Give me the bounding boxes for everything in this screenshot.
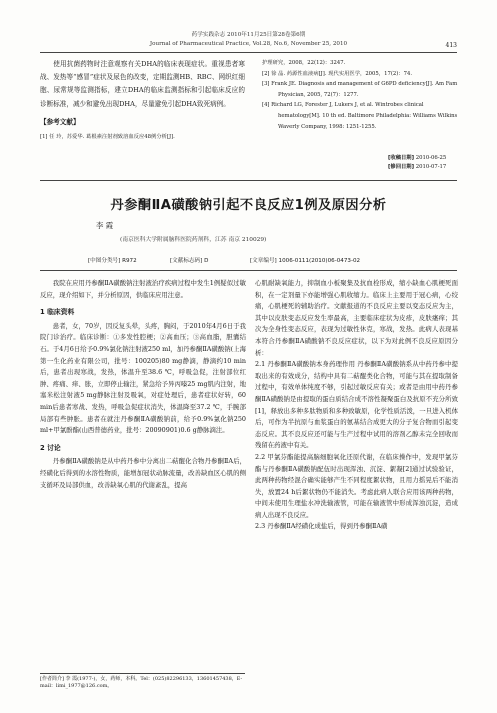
header-rule (40, 52, 457, 53)
page-number: 413 (445, 42, 457, 49)
references-heading: 【参考文献】 (40, 117, 80, 126)
revised-date: [修回日期] 2010-07-17 (388, 163, 447, 170)
article-number: [文章编号] 1006-0111(2010)06-0473-02 (250, 258, 361, 264)
meta-rule (40, 270, 457, 271)
case-paragraph: 患者，女，70岁，因反复头晕，头疼，胸闷，于2010年4月6日于我院门诊治疗。临床诊断：①多发性腔梗；②高血压；③高血脂，胆囊结石。于4月6日给予0.9%氯化钠注射液250 ml，加丹参酮ⅡA磺酸钠(上海第一生化药业有限公司，批号：100205)80 mg静滴，静滴约10 min后，患者出现寒战，发热，体温升至38.6 ℃，呼吸急促，注射部位红肿、疼痛、痒、胀，立即停止输注，紧急给予异丙嗪25 mg肌内注射，地塞米松注射液5 mg静脉注射及吸氧，对症处理后，患者症状好转，60 min后患者寒战、发热，呼吸急促症状消失，体温降至37.2 ℃，手腕部局部有些肿胀。患者在就注丹参酮ⅡA磺酸钠前，给予0.9%氯化钠250 ml+甲氯酚酯(山西普德药业，批号：20090901)0.6 g静脉滴注。 (40, 321, 246, 435)
section-heading: 2 讨论 (40, 443, 61, 452)
intro-paragraph: 我院在应用丹参酮ⅡA磺酸钠注射液治疗疾病过程中发生1例疑似过敏反应，现介绍如下，并分析原因，供临床应用注意。 (40, 279, 246, 299)
reference-item: [2] 徐 晶. 药源性血液病[J]. 现代实用医学，2005，17(2)：74. (262, 70, 413, 77)
body-paragraph: 心肌耐缺氧能力，抑制血小板聚集及抗血栓形成，缩小缺血心肌梗死面积，在一定剂量下亦能增强心肌收缩力。临床上主要用于冠心病，心绞痛，心肌梗死的辅助治疗。文献报道的不良反应主要以变态反应为主，其中以皮肤变态反应发生率最高，主要临床症状为皮疹，皮肤瘙痒；其次为全身性变态反应，表现为过敏性休克，寒战，发热。此病人表现基本符合丹参酮ⅡA磺酸钠不良反应症状，以下为对此例不良反应原因分析： (255, 279, 458, 357)
section-heading: 1 临床资料 (40, 308, 75, 317)
prev-article-left-column (40, 58, 245, 143)
article-right-column (255, 278, 458, 533)
running-header-cn: 药学实践杂志 2010年11月25日第28卷第6期 (191, 32, 306, 38)
section-divider (40, 180, 457, 181)
reference-item: [1] 任 玲，苏爱华. 葛根素注射剂致溶血反应48例分析[J]. (40, 134, 175, 141)
prev-article-right-references (262, 58, 458, 132)
prev-article-paragraph: 使用抗菌药物时注意观察有关DHA的临床表现症状。重视患者寒战、发热等“感冒”症状及尿色的改变，定期监测HB、RBC、网织红细胞、尿常规等监测指标，建立DHA的临床监测指标和引起临床反应的诊断标准，减少和避免出现DHA，尽量避免引起DHA致死病例。 (40, 60, 245, 108)
author-footnote: [作者简介] 李 霞(1977-)，女，药师，本科。Tel：(025)82296133，13601457438，E-mail：limi_1977@126.com。 (40, 673, 245, 691)
running-header-en: Journal of Pharmaceutical Practice, Vol.28, No.6, November 25, 2010 (149, 41, 348, 47)
body-paragraph: 2.3 丹参酮ⅡA经磺化成盐后，得到丹参酮ⅡA磺 (255, 522, 388, 531)
received-date: [收稿日期] 2010-06-25 (388, 155, 447, 161)
article-affiliation: (南京医科大学附属脑科医院药剂科，江苏 南京 210029) (120, 237, 267, 243)
discussion-paragraph: 丹参酮ⅡA磺酸钠是从中药丹参中分离出二萜醌化合物丹参酮ⅡA后，经磺化后得到的水溶性物质，能增加冠状动脉流量，改善缺血区心肌的侧支循环及局部供血，改善缺氧心肌的代谢紊乱，提高 (40, 457, 246, 489)
document-code: [文献标志码] D (170, 258, 209, 264)
article-author: 李 霞 (96, 221, 114, 230)
body-paragraph: 2.2 甲氯芬酯能提高脑细胞氧化还原代谢，在临床操作中，发现甲氯芬酯与丹参酮ⅡA磺酸钠配伍时出现浑浊、沉淀、絮凝[2]通过试验验证，此两种药物经混合确实能够产生不同程度絮状物，且用力摇晃后不能消失，放置24 h后絮状物仍不能消失。考虑此病人联合应用该两种药物，中间未使用生理盐水冲洗输液管，可能在输液管中形成浑浊沉淀，造成病人出现不良反应。 (255, 452, 458, 519)
body-paragraph: 2.1 丹参酮ⅡA磺酸钠本身药理作用 丹参酮ⅡA磺酸钠系从中药丹参中提取出来的有效成分，结构中具有二萜醌类化合物，可能与其在提取制备过程中，有效单体纯度不够，引起过敏反应有关；或者是由用中药丹参酮ⅡA磺酸钠是由提取的蛋白质结合成不溶性凝聚蛋白及抗原不充分所致[1]，释放出多种多肽物质和多种致敏原，化学性质活泼，一旦进入机体后，可作为半抗原与血浆蛋白的氨基结合成更大的分子复合物而引起变态反应。其不良反应还可能与生产过程中试用的溶剂乙醇未完全回收而残留在药液中有关。 (255, 360, 458, 450)
article-left-column (40, 278, 246, 491)
clc-number: [中图分类号] R972 (88, 258, 137, 264)
reference-item: [4] Richard LG, Forester J, Lukers J, et al. Wintrobes clinical hematology[M]. 10 th ed. Baltimore Philadelphia: Williams Wilkins Waverly Company, 1998: 1251-1255. (262, 102, 458, 130)
reference-item: [3] Frank JE. Diagnosis and management of G6PD deficiency[J]. Am Fam Physician, 2005, 72(7)：1277. (262, 81, 458, 98)
received-dates (388, 154, 446, 171)
article-title: 丹参酮ⅡA磺酸钠引起不良反应1例及原因分析 (110, 198, 387, 213)
reference-item: 护理研究，2008，22(12)：3247. (262, 60, 346, 66)
